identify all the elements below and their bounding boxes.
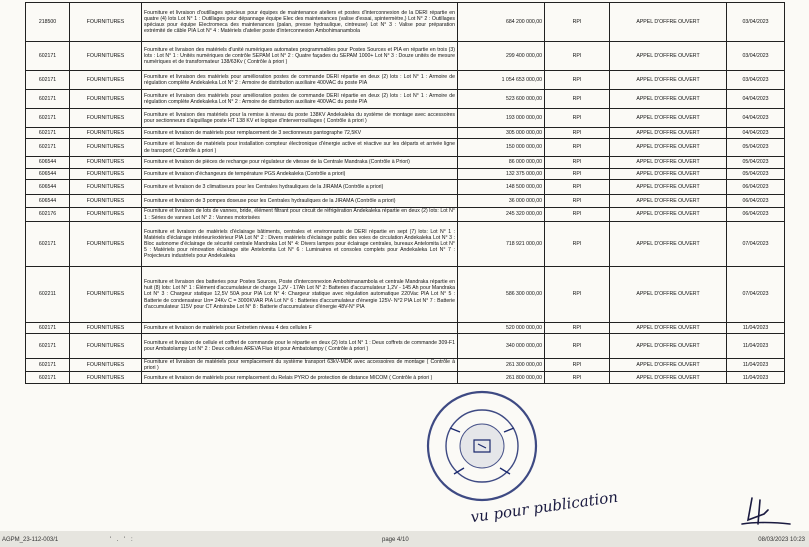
funding-cell: RPI [545,169,610,180]
amount-cell: 586 300 000,00 [458,267,545,323]
amount-cell: 523 600 000,00 [458,90,545,109]
description-cell: Fourniture et livraison de matériels pour Entretien niveau 4 des cellules F [142,323,458,334]
budget-code-cell: 602171 [26,372,70,384]
category-cell: FOURNITURES [70,180,142,195]
category-cell: FOURNITURES [70,359,142,372]
date-cell: 11/04/2023 [727,323,785,334]
description-cell: Fourniture et livraison d'échangeurs de température PGS Andekaleka (Contrôle a priori) [142,169,458,180]
table-row [26,372,785,384]
funding-cell: RPI [545,157,610,169]
table-row [26,180,785,195]
amount-cell: 86 000 000,00 [458,157,545,169]
signature [734,494,794,528]
procurement-mode-cell: APPEL D'OFFRE OUVERT [610,139,727,157]
budget-code-cell: 602171 [26,222,70,267]
budget-code-cell: 602171 [26,71,70,90]
date-cell: 06/04/2023 [727,195,785,208]
budget-code-cell: 602171 [26,334,70,359]
budget-code-cell: 602171 [26,139,70,157]
description-cell: Fourniture et livraison de matériels pour installation compteur électronique d'énergie active et réactive sur les départs et arrivée ligne de transport ( Contrôle à priori ) [142,139,458,157]
description-cell: Fourniture et livraison de cellule et coffret de commande pour le répartie en deux (2) lots Lot N° 1 : Deux coffrets de commande 309-F1 pour Ambatolampy Lot N° 2 : Deux cellules AREVA Fluo kit pour Ambatolampy ( Contrôle à priori ) [142,334,458,359]
description-cell: Fourniture et livraison des matériels pour amélioration postes de commande DERI répartie en deux (2) lots : Lot N° 1 : Armoire de régulation complète Andekaleka Lot N° 2 : Armoire de distribution auxiliaire 400VAC du poste PIA [142,90,458,109]
budget-code-cell: 602171 [26,109,70,128]
procurement-mode-cell: APPEL D'OFFRE OUVERT [610,334,727,359]
table-row [26,128,785,139]
amount-cell: 520 000 000,00 [458,323,545,334]
funding-cell: RPI [545,208,610,222]
page-number: page 4/10 [382,537,409,543]
official-stamp [424,388,540,504]
funding-cell: RPI [545,139,610,157]
category-cell: FOURNITURES [70,139,142,157]
table-row [26,208,785,222]
budget-code-cell: 602171 [26,128,70,139]
description-cell: Fourniture et livraison de lots de vannes, bride, élément filtrant pour circuit de réfrigération Andekaleka répartie en deux (2) lots: Lot N° 1 : Séries de vannes Lot N° 2 : Vannes motorisées [142,208,458,222]
table-row [26,90,785,109]
amount-cell: 245 320 000,00 [458,208,545,222]
amount-cell: 150 000 000,00 [458,139,545,157]
budget-code-cell: 602211 [26,267,70,323]
procurement-mode-cell: APPEL D'OFFRE OUVERT [610,323,727,334]
table-row [26,139,785,157]
category-cell: FOURNITURES [70,323,142,334]
procurement-mode-cell: APPEL D'OFFRE OUVERT [610,109,727,128]
amount-cell: 261 800 000,00 [458,372,545,384]
handwritten-note: vu pour publication [469,487,619,527]
date-cell: 03/04/2023 [727,3,785,42]
funding-cell: RPI [545,267,610,323]
date-cell: 11/04/2023 [727,359,785,372]
category-cell: FOURNITURES [70,109,142,128]
date-cell: 04/04/2023 [727,90,785,109]
date-cell: 11/04/2023 [727,372,785,384]
amount-cell: 132 375 000,00 [458,169,545,180]
funding-cell: RPI [545,359,610,372]
procurement-mode-cell: APPEL D'OFFRE OUVERT [610,71,727,90]
procurement-mode-cell: APPEL D'OFFRE OUVERT [610,222,727,267]
funding-cell: RPI [545,109,610,128]
budget-code-cell: 606544 [26,180,70,195]
description-cell: Fourniture et livraison de matériels d'éclairage bâtiments, centrales et environnants de DERI répartie en sept (7) lots: Lot N° 1 : Matériels d'éclairage intérieur/extérieur PIA Lot N° 2 : Divers matériels d'éclairage public des voies de circulation Andekaleka Lot N° 3 : Bloc autonome d'éclairage de sécurité centrale Mandraka Lot N° 4: Divers lampes pour éclairage centrales, bureaux Antelomita Lot N° 5 : Matériels pour rénovation éclairage site Antelomita Lot N° 6 : Luminaires et consoles complets pour Andekaleka Lot N° 7 : Projecteurs industriels pour Andekaleka [142,222,458,267]
description-cell: Fourniture et livraison des matériels d'unité numériques automates programmables pour Postes Sources et PIA en répartie en trois (3) lots : Lot N° 1 : Unités numériques de contrôle SEPAM Lot N° 2 : Quatre façades du SEPAM 1000+ Lot N° 3 : Douze unités de mesure numériques et de transformateur 138/63Kv ( Contrôle à priori ) [142,42,458,71]
category-cell: FOURNITURES [70,42,142,71]
description-cell: Fourniture et livraison des matériels pour amélioration postes de commande DERI répartie en deux (2) lots : Lot N° 1 : Armoire de régulation complète Andekaleka Lot N° 2 : Armoire de distribution auxiliaire 400VAC du poste PIA [142,71,458,90]
amount-cell: 1 054 653 000,00 [458,71,545,90]
table-row [26,42,785,71]
table-row [26,169,785,180]
amount-cell: 299 400 000,00 [458,42,545,71]
page-footer [0,531,809,547]
amount-cell: 684 200 000,00 [458,3,545,42]
category-cell: FOURNITURES [70,71,142,90]
procurement-mode-cell: APPEL D'OFFRE OUVERT [610,3,727,42]
amount-cell: 193 000 000,00 [458,109,545,128]
budget-code-cell: 602171 [26,90,70,109]
funding-cell: RPI [545,42,610,71]
amount-cell: 261 300 000,00 [458,359,545,372]
funding-cell: RPI [545,180,610,195]
budget-code-cell: 606544 [26,195,70,208]
category-cell: FOURNITURES [70,267,142,323]
table-row [26,157,785,169]
procurement-mode-cell: APPEL D'OFFRE OUVERT [610,208,727,222]
funding-cell: RPI [545,372,610,384]
category-cell: FOURNITURES [70,169,142,180]
date-cell: 05/04/2023 [727,139,785,157]
table-row [26,222,785,267]
budget-code-cell: 602171 [26,323,70,334]
category-cell: FOURNITURES [70,157,142,169]
description-cell: Fourniture et livraison de matériels pour remplacement du Relais PYRO de protection de distance MICOM ( Contrôle à priori ) [142,372,458,384]
description-cell: Fourniture et livraison des matériels pour la remise à niveau du poste 138KV Andekaleka du système de montage avec accessoires pour sectionneurs d'aiguillage poste HT 138 KV et logique d'interverrouillages ( Contrôle à priori ) [142,109,458,128]
description-cell: Fourniture et livraison des batteries pour Postes Sources, Poste d'interconnexion Ambohimanambola et centrale Mandraka répartie en huit (8) lots: Lot N° 1 : Élément d'accumulateur de charge 1,2V - 17Ah Lot N° 2: Batteries d'accumulateur 1,2V - 145 Ah pour Mandraka Lot N° 3 : Chargeur statique 12,5V 50A pour PIA Lot N° 4: Chargeur statique avec régulation automatique 220Vac PIA Lot N° 5 : Batterie de condensateur Un= 24Kv C = 3000KVAR PIA Lot N° 6 : Batteries d'accumulateur d'énergie 125V- N°2 PIA Lot N° 7 : Batterie d'accumulateur 115V pour CT Antsirabe Lot N° 8 : Batterie d'accumulateur d'énergie 48V-N° PIA [142,267,458,323]
funding-cell: RPI [545,323,610,334]
procurement-mode-cell: APPEL D'OFFRE OUVERT [610,169,727,180]
description-cell: Fourniture et livraison de 3 climatiseurs pour les Centrales hydrauliques de la JIRAMA (Contrôle a priori) [142,180,458,195]
description-cell: Fourniture et livraison de matériels pour remplacement du système transport 63kV-MDK avec accessoires de montage ( Contrôle à priori ) [142,359,458,372]
amount-cell: 340 000 000,00 [458,334,545,359]
budget-code-cell: 602171 [26,359,70,372]
table-row [26,359,785,372]
category-cell: FOURNITURES [70,334,142,359]
table-row [26,323,785,334]
print-timestamp: 08/03/2023 10:23 [758,537,805,543]
budget-code-cell: 602171 [26,42,70,71]
funding-cell: RPI [545,195,610,208]
amount-cell: 148 500 000,00 [458,180,545,195]
budget-code-cell: 218500 [26,3,70,42]
procurement-mode-cell: APPEL D'OFFRE OUVERT [610,372,727,384]
funding-cell: RPI [545,71,610,90]
table-row [26,109,785,128]
category-cell: FOURNITURES [70,222,142,267]
table-row [26,195,785,208]
category-cell: FOURNITURES [70,372,142,384]
procurement-mode-cell: APPEL D'OFFRE OUVERT [610,195,727,208]
date-cell: 06/04/2023 [727,180,785,195]
budget-code-cell: 606544 [26,169,70,180]
category-cell: FOURNITURES [70,90,142,109]
description-cell: Fourniture et livraison d'outillages spécieux pour équipes de maintenance ateliers et postes d'interconnexion de la DERI répartie en quatre (4) lots Lot N° 1 : Outillages pour dépannage équipe Elec des maintenances (valise d'essai, spintermètre,) Lot N° 2 : Outillages spéciaux pour équipe Electromeca des maintenances (palan, presse hydraulique, cintreuse) Lot N° 3 : Valise pour préparation extrémité de câble PIA Lot N° 4 : Matériels d'atelier poste d'interconnexion Ambohimanambola [142,3,458,42]
footer-marks: ' . ' : [110,537,135,543]
date-cell: 07/04/2023 [727,267,785,323]
description-cell: Fourniture et livraison de matériels pour remplacement de 3 sectionneurs pantographe 72,5KV [142,128,458,139]
amount-cell: 305 000 000,00 [458,128,545,139]
budget-code-cell: 602176 [26,208,70,222]
document-reference: AGPM_23-112-003/1 [2,537,59,543]
procurement-mode-cell: APPEL D'OFFRE OUVERT [610,359,727,372]
amount-cell: 718 921 000,00 [458,222,545,267]
table-row [26,3,785,42]
date-cell: 03/04/2023 [727,42,785,71]
funding-cell: RPI [545,90,610,109]
table-row [26,334,785,359]
category-cell: FOURNITURES [70,3,142,42]
date-cell: 04/04/2023 [727,128,785,139]
date-cell: 03/04/2023 [727,71,785,90]
date-cell: 04/04/2023 [727,109,785,128]
table-row [26,267,785,323]
category-cell: FOURNITURES [70,195,142,208]
procurement-mode-cell: APPEL D'OFFRE OUVERT [610,157,727,169]
date-cell: 05/04/2023 [727,169,785,180]
budget-code-cell: 606544 [26,157,70,169]
funding-cell: RPI [545,3,610,42]
category-cell: FOURNITURES [70,128,142,139]
date-cell: 06/04/2023 [727,208,785,222]
category-cell: FOURNITURES [70,208,142,222]
table-row [26,71,785,90]
procurement-mode-cell: APPEL D'OFFRE OUVERT [610,180,727,195]
funding-cell: RPI [545,222,610,267]
amount-cell: 36 000 000,00 [458,195,545,208]
procurement-mode-cell: APPEL D'OFFRE OUVERT [610,267,727,323]
description-cell: Fourniture et livraison de pièces de rechange pour régulateur de vitesse de la Centrale Mandraka (Contrôle à Priori) [142,157,458,169]
funding-cell: RPI [545,334,610,359]
funding-cell: RPI [545,128,610,139]
procurement-table [25,2,785,384]
procurement-mode-cell: APPEL D'OFFRE OUVERT [610,128,727,139]
description-cell: Fourniture et livraison de 3 pompes doseuse pour les Centrales hydrauliques de la JIRAMA (Contrôle a priori) [142,195,458,208]
date-cell: 05/04/2023 [727,157,785,169]
procurement-mode-cell: APPEL D'OFFRE OUVERT [610,42,727,71]
procurement-mode-cell: APPEL D'OFFRE OUVERT [610,90,727,109]
date-cell: 07/04/2023 [727,222,785,267]
date-cell: 11/04/2023 [727,334,785,359]
